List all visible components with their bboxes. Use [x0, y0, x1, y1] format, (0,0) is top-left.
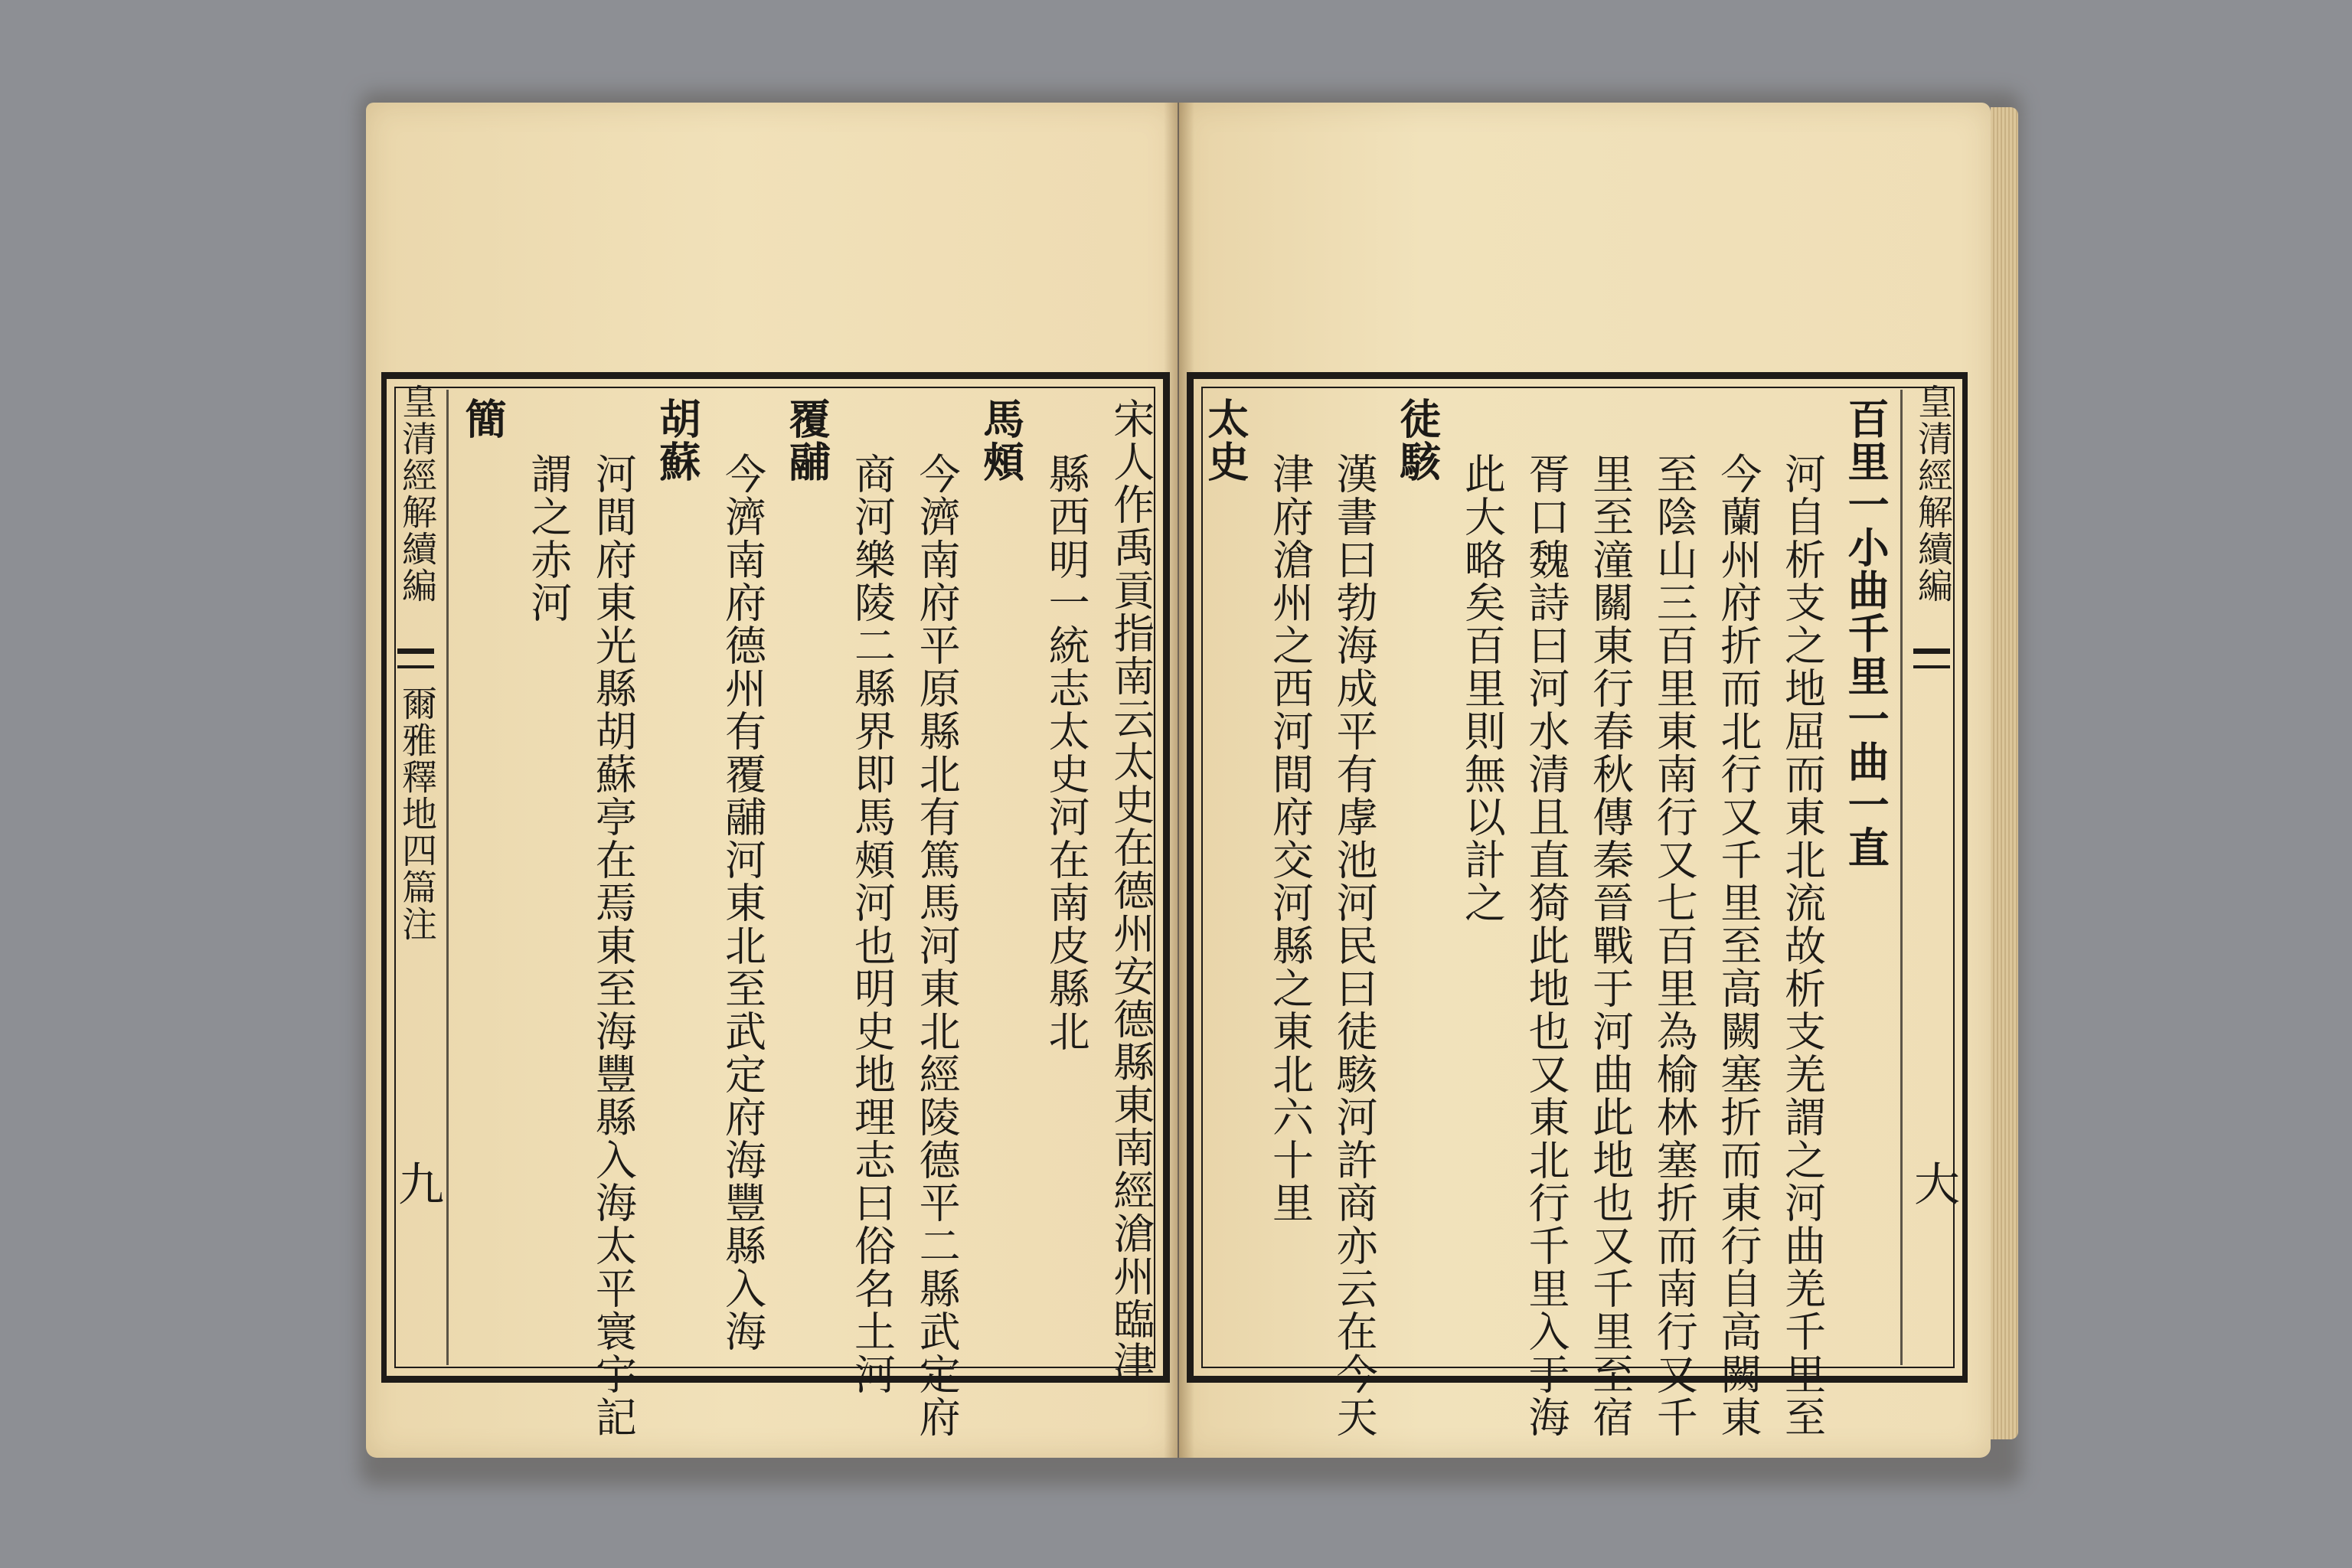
text-column: 津府滄州之西河間府交河縣之東北六十里: [1266, 452, 1315, 1224]
text-column: 縣西明一統志太史河在南皮縣北: [1042, 452, 1091, 1053]
entry-heading: 馬頰: [976, 397, 1026, 483]
text-column: 今濟南府德州有覆鬴河東北至武定府海豐縣入海: [718, 452, 767, 1353]
margin-divider: [1900, 390, 1903, 1365]
entry-heading: 胡蘇: [652, 397, 702, 483]
entry-heading: 百里一小曲千里一曲一直: [1841, 397, 1891, 869]
right-text-frame: [1187, 372, 1968, 1439]
text-column: 商河樂陵二縣界即馬頰河也明史地理志曰俗名土河: [848, 452, 897, 1396]
entry-heading: 簡: [459, 397, 508, 440]
text-column: 今濟南府平原縣北有篤馬河東北經陵德平二縣武定府: [913, 452, 962, 1439]
left-text-frame: [381, 372, 1170, 1439]
right-margin-strip: [1903, 379, 1962, 1376]
left-margin-strip: [387, 379, 446, 1376]
page-edges: [1991, 107, 2018, 1439]
fishtail-mark: [1913, 648, 1950, 668]
text-column: 至陰山三百里東南行又七百里為榆林塞折而南行又千: [1650, 452, 1699, 1439]
left-margin-title: 皇清經解續編: [397, 384, 438, 604]
fishtail-mark: [397, 648, 434, 668]
text-column: 今蘭州府折而北行又千里至高闕塞折而東行自高闕東: [1713, 452, 1762, 1439]
left-folio-number: 九: [390, 1160, 444, 1207]
text-column: 河自析支之地屈而東北流故析支羌謂之河曲羌千里至: [1778, 452, 1827, 1439]
left-margin-section: 爾雅釋地四篇注: [397, 685, 438, 942]
right-margin-title: 皇清經解續編: [1913, 384, 1954, 604]
right-folio-number: 大: [1906, 1160, 1960, 1207]
margin-divider: [446, 390, 449, 1365]
entry-heading: 覆鬴: [782, 397, 831, 483]
text-column: 此大略矣百里則無以計之: [1458, 452, 1507, 924]
left-text-columns: [451, 379, 1163, 1439]
text-column: 里至潼關東行春秋傳秦晉戰于河曲此地也又千里至宿: [1586, 452, 1635, 1439]
text-column: 謂之赤河: [524, 452, 573, 624]
text-column: 河間府東光縣胡蘇亭在焉東至海豐縣入海太平寰宇記: [589, 452, 638, 1439]
entry-heading: 太史: [1200, 397, 1250, 483]
right-text-columns: [1194, 379, 1898, 1439]
text-column: 漢書曰勃海成平有虖池河民曰徒駭河許商亦云在今天: [1330, 452, 1379, 1439]
entry-heading: 徒駭: [1393, 397, 1442, 483]
text-column: 宋人作禹貢指南云太史在德州安德縣東南經滄州臨津: [1106, 397, 1155, 1383]
text-column: 胥口魏詩曰河水清且直猗此地也又東北行千里入于海: [1522, 452, 1570, 1439]
